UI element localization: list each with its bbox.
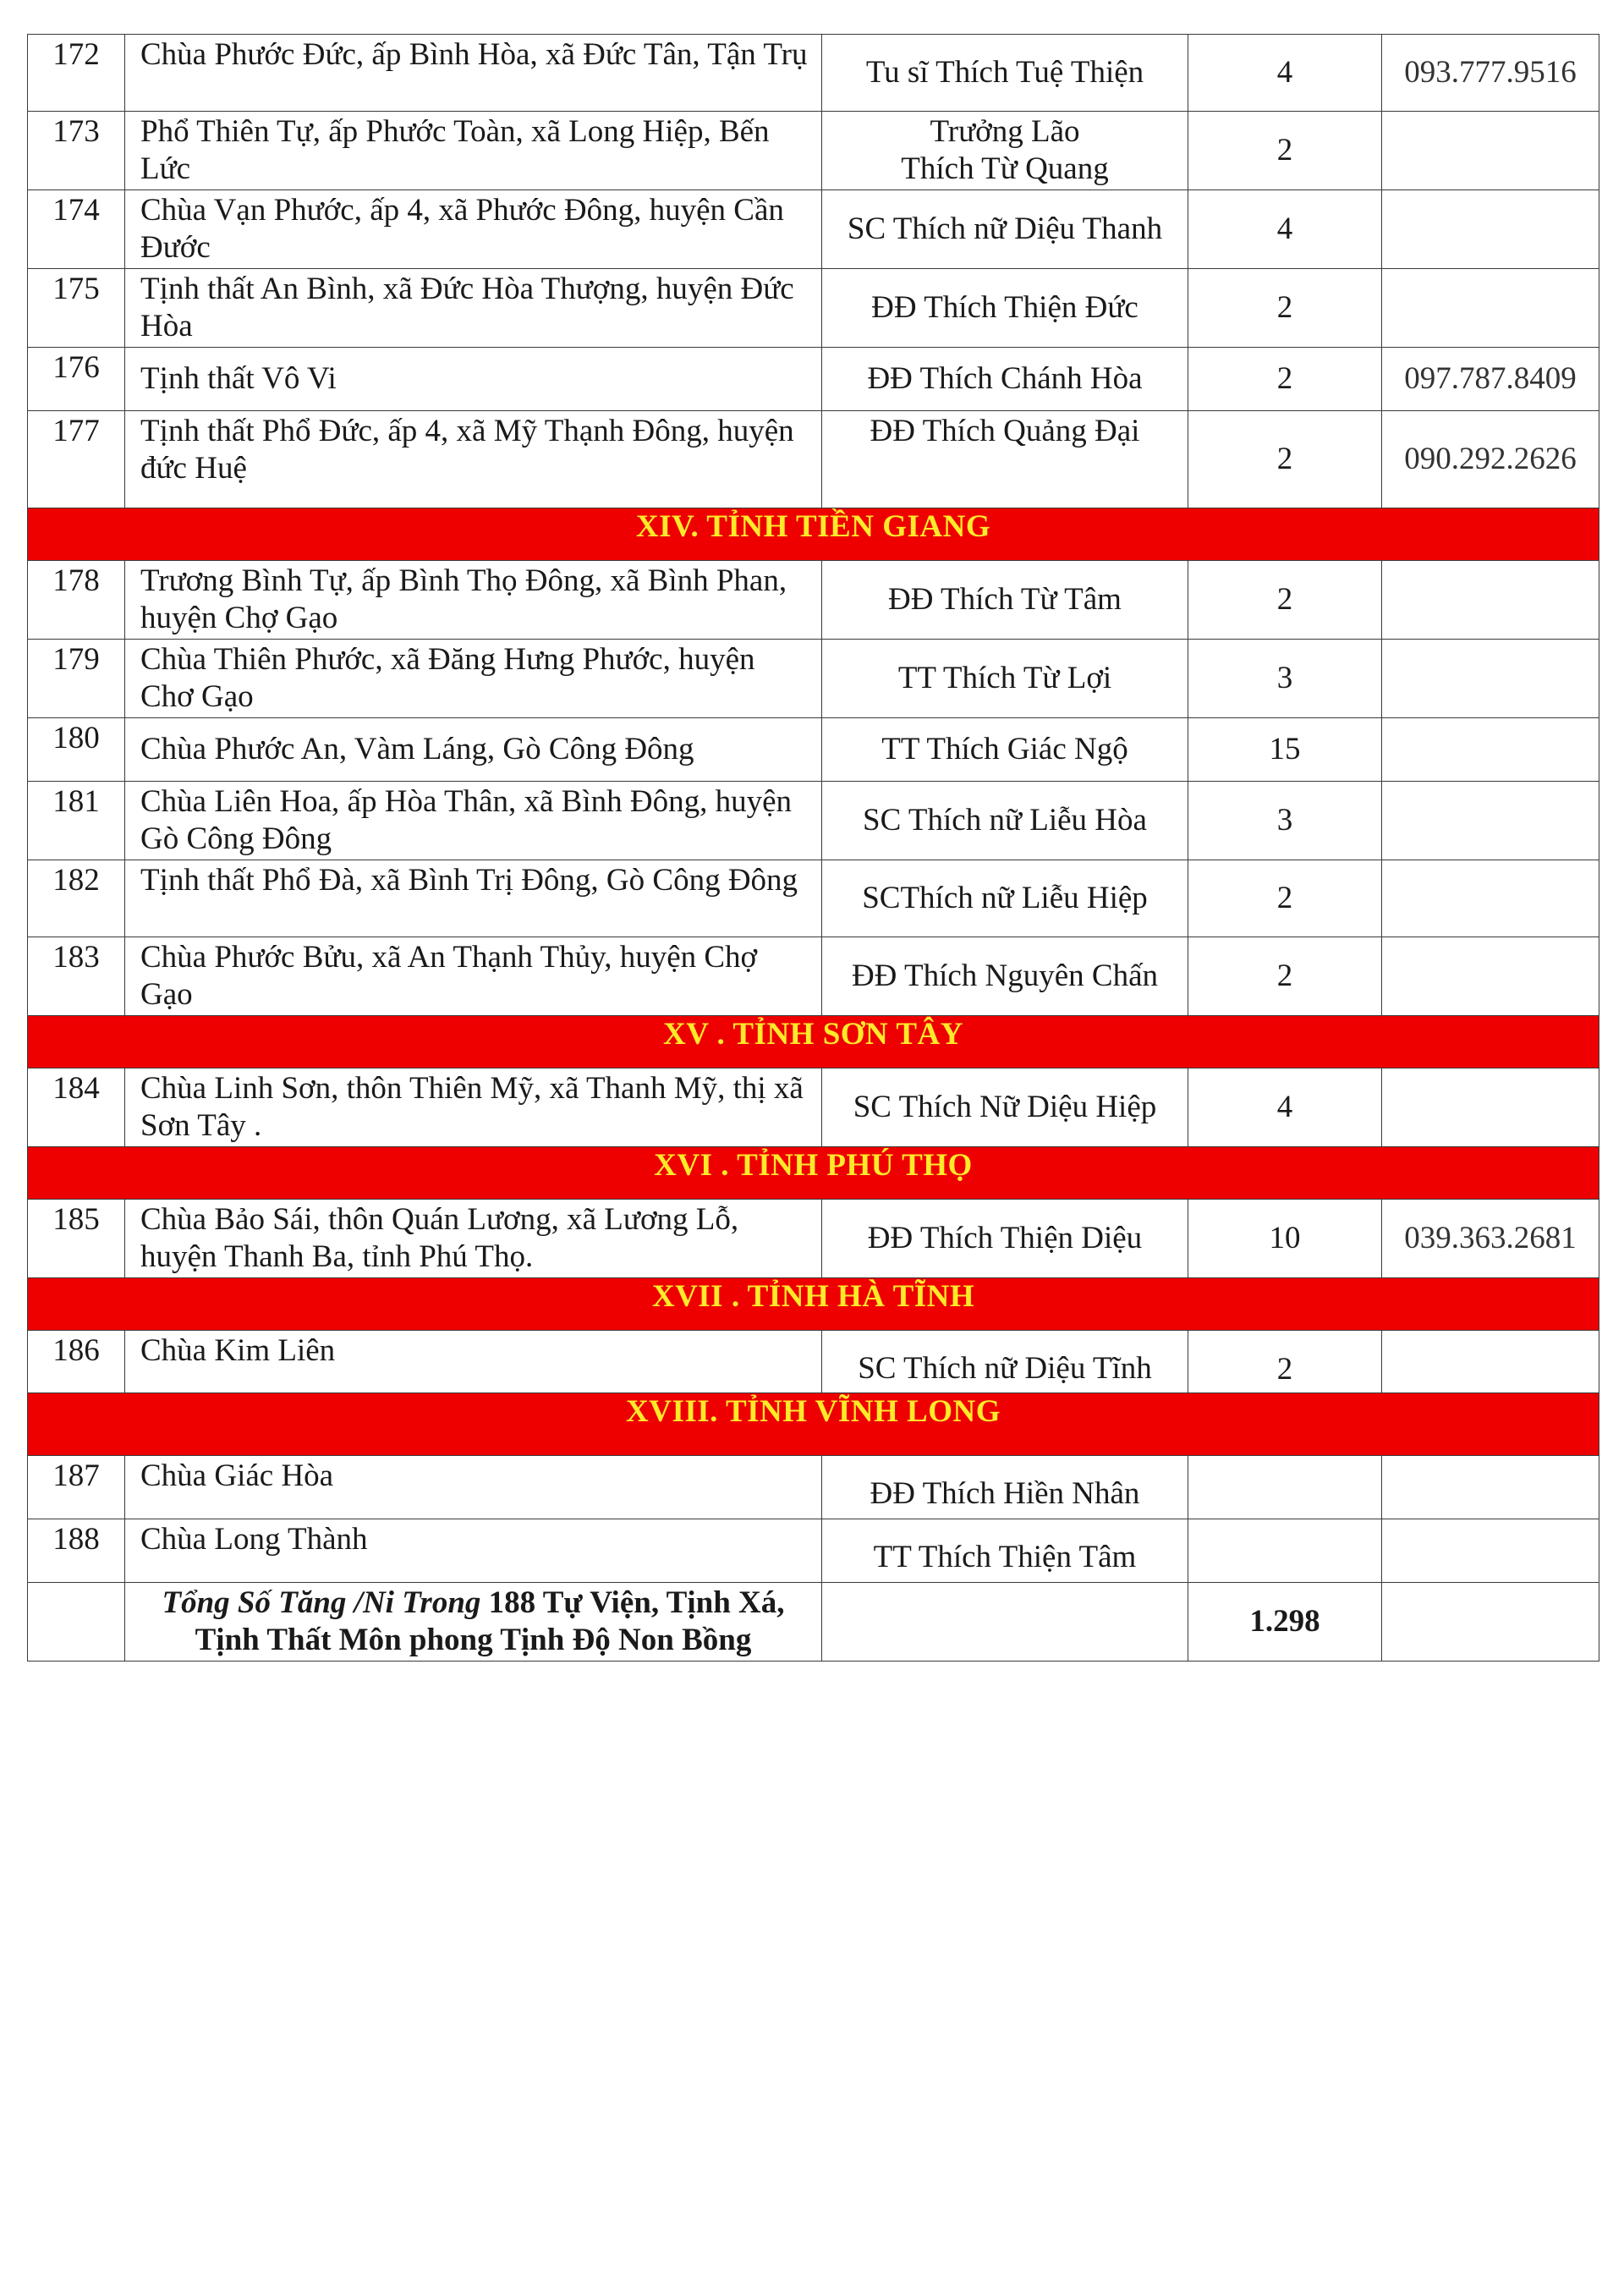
row-address: Tịnh thất Phổ Đà, xã Bình Trị Đông, Gò Công Đông [125,860,822,937]
row-monk: ĐĐ Thích Hiền Nhân [822,1456,1188,1519]
row-phone: 097.787.8409 [1382,348,1599,411]
row-phone [1382,190,1599,269]
row-count [1188,1456,1382,1519]
total-empty-cell [822,1583,1188,1662]
row-number: 172 [28,35,125,112]
row-address: Chùa Liên Hoa, ấp Hòa Thân, xã Bình Đông, huyện Gò Công Đông [125,782,822,860]
row-count: 4 [1188,35,1382,112]
row-number: 174 [28,190,125,269]
section-header [28,1278,1599,1331]
table-row [28,782,1599,860]
total-label-rest: 188 Tự Viện, Tịnh Xá, Tịnh Thất Môn phong Tịnh Độ Non Bồng [195,1585,785,1657]
row-monk: SC Thích nữ Diệu Thanh [822,190,1188,269]
row-count: 2 [1188,411,1382,508]
row-monk: ĐĐ Thích Thiện Diệu [822,1200,1188,1278]
section-header [28,1016,1599,1068]
row-address: Chùa Vạn Phước, ấp 4, xã Phước Đông, huyện Cần Đước [125,190,822,269]
total-label [125,1583,822,1662]
section-title: XVII . TỈNH HÀ TĨNH [28,1278,1599,1331]
row-phone [1382,860,1599,937]
row-number: 179 [28,640,125,718]
row-monk: Tu sĩ Thích Tuệ Thiện [822,35,1188,112]
section-title: XV . TỈNH SƠN TÂY [28,1016,1599,1068]
row-address: Trương Bình Tự, ấp Bình Thọ Đông, xã Bình Phan, huyện Chợ Gạo [125,561,822,640]
row-number: 181 [28,782,125,860]
table-row [28,35,1599,112]
row-count: 2 [1188,269,1382,348]
row-phone: 093.777.9516 [1382,35,1599,112]
row-address: Chùa Long Thành [125,1519,822,1583]
table-row [28,190,1599,269]
total-label-italic: Tổng Số Tăng /Ni Trong [162,1585,481,1620]
row-monk: SC Thích Nữ Diệu Hiệp [822,1068,1188,1147]
row-phone [1382,1331,1599,1393]
row-count: 4 [1188,1068,1382,1147]
row-monk: SC Thích nữ Liễu Hòa [822,782,1188,860]
table-row [28,1331,1599,1393]
section-header [28,1147,1599,1200]
row-count [1188,1519,1382,1583]
row-phone [1382,1519,1599,1583]
row-monk: TT Thích Từ Lợi [822,640,1188,718]
row-count: 15 [1188,718,1382,782]
row-phone [1382,112,1599,190]
row-address: Tịnh thất Phổ Đức, ấp 4, xã Mỹ Thạnh Đông, huyện đức Huệ [125,411,822,508]
row-monk: ĐĐ Thích Quảng Đại [822,411,1188,508]
section-header [28,508,1599,561]
table-row [28,411,1599,508]
table-row [28,1200,1599,1278]
row-number: 183 [28,937,125,1016]
table-row [28,937,1599,1016]
row-number: 180 [28,718,125,782]
row-number: 186 [28,1331,125,1393]
monastery-table [27,34,1599,1662]
table-row [28,1456,1599,1519]
row-number: 178 [28,561,125,640]
row-number: 175 [28,269,125,348]
row-monk: SC Thích nữ Diệu Tĩnh [822,1331,1188,1393]
section-title: XIV. TỈNH TIỀN GIANG [28,508,1599,561]
row-monk: Trưởng Lão Thích Từ Quang [822,112,1188,190]
table-row [28,269,1599,348]
row-count: 10 [1188,1200,1382,1278]
row-number: 173 [28,112,125,190]
table-row [28,112,1599,190]
row-phone [1382,937,1599,1016]
table-row [28,348,1599,411]
row-phone [1382,782,1599,860]
row-number: 188 [28,1519,125,1583]
total-empty-cell [1382,1583,1599,1662]
section-title: XVI . TỈNH PHÚ THỌ [28,1147,1599,1200]
row-count: 2 [1188,561,1382,640]
section-header [28,1393,1599,1456]
row-count: 2 [1188,348,1382,411]
row-phone [1382,561,1599,640]
table-row [28,718,1599,782]
row-address: Tịnh thất An Bình, xã Đức Hòa Thượng, huyện Đức Hòa [125,269,822,348]
table-row [28,860,1599,937]
row-count: 3 [1188,640,1382,718]
row-count: 3 [1188,782,1382,860]
row-count: 2 [1188,112,1382,190]
row-address: Chùa Phước Bửu, xã An Thạnh Thủy, huyện Chợ Gạo [125,937,822,1016]
row-address: Chùa Thiên Phước, xã Đăng Hưng Phước, huyện Chơ Gạo [125,640,822,718]
row-phone [1382,640,1599,718]
row-number: 184 [28,1068,125,1147]
row-number: 176 [28,348,125,411]
row-address: Chùa Phước An, Vàm Láng, Gò Công Đông [125,718,822,782]
row-phone [1382,718,1599,782]
row-count: 4 [1188,190,1382,269]
row-monk: ĐĐ Thích Nguyên Chấn [822,937,1188,1016]
table-row [28,1519,1599,1583]
row-monk: SCThích nữ Liễu Hiệp [822,860,1188,937]
row-monk: ĐĐ Thích Thiện Đức [822,269,1188,348]
row-monk: TT Thích Thiện Tâm [822,1519,1188,1583]
table-row [28,1068,1599,1147]
row-address: Chùa Bảo Sái, thôn Quán Lương, xã Lương Lỗ, huyện Thanh Ba, tỉnh Phú Thọ. [125,1200,822,1278]
row-phone [1382,1456,1599,1519]
total-row [28,1583,1599,1662]
row-count: 2 [1188,860,1382,937]
total-count: 1.298 [1188,1583,1382,1662]
row-address: Phổ Thiên Tự, ấp Phước Toàn, xã Long Hiệp, Bến Lức [125,112,822,190]
row-phone: 090.292.2626 [1382,411,1599,508]
row-monk: ĐĐ Thích Chánh Hòa [822,348,1188,411]
row-monk: TT Thích Giác Ngộ [822,718,1188,782]
section-title: XVIII. TỈNH VĨNH LONG [28,1393,1599,1456]
row-count: 2 [1188,937,1382,1016]
table-row [28,640,1599,718]
row-count: 2 [1188,1331,1382,1393]
total-empty-cell [28,1583,125,1662]
row-address: Chùa Phước Đức, ấp Bình Hòa, xã Đức Tân, Tận Trụ [125,35,822,112]
row-monk: ĐĐ Thích Từ Tâm [822,561,1188,640]
row-phone [1382,1068,1599,1147]
row-number: 182 [28,860,125,937]
row-number: 177 [28,411,125,508]
row-address: Chùa Kim Liên [125,1331,822,1393]
row-address: Chùa Giác Hòa [125,1456,822,1519]
row-address: Chùa Linh Sơn, thôn Thiên Mỹ, xã Thanh Mỹ, thị xã Sơn Tây . [125,1068,822,1147]
row-phone: 039.363.2681 [1382,1200,1599,1278]
document-page [27,34,1599,1662]
row-number: 185 [28,1200,125,1278]
row-number: 187 [28,1456,125,1519]
row-address: Tịnh thất Vô Vi [125,348,822,411]
table-row [28,561,1599,640]
row-phone [1382,269,1599,348]
